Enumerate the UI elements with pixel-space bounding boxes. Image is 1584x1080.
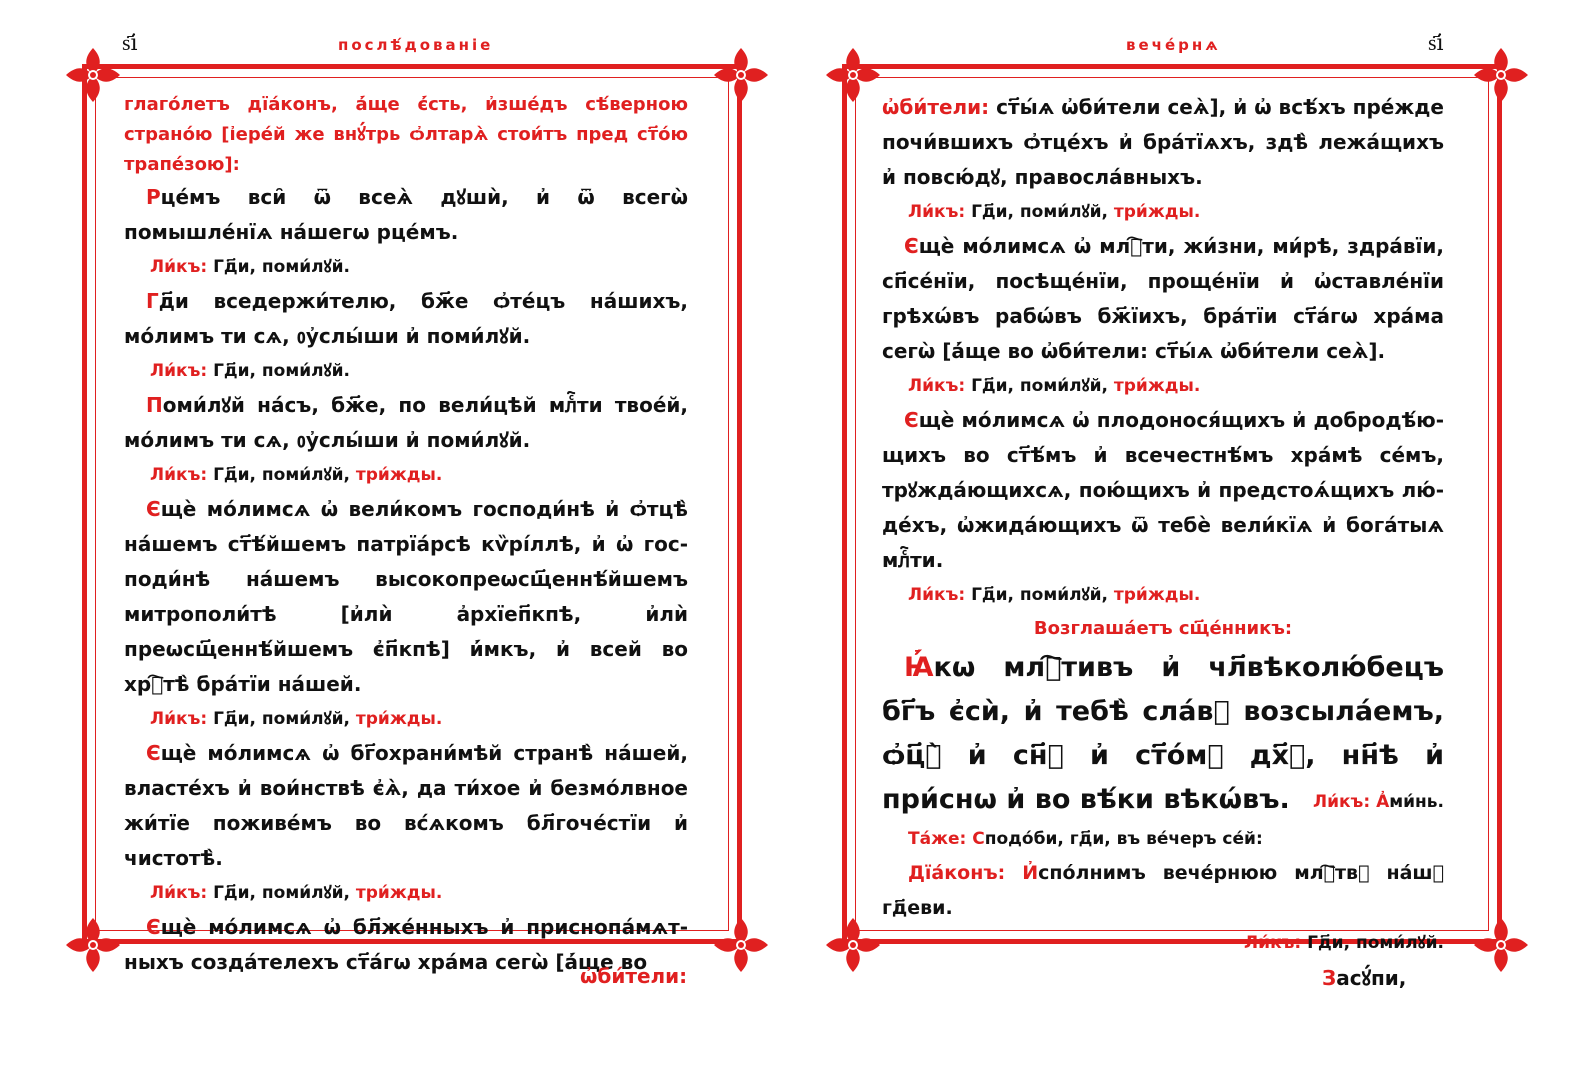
initial-letter: Є (904, 408, 919, 432)
choir-response (882, 195, 1444, 229)
deacon-initial: И҆ (1022, 862, 1039, 884)
rubric-text: Гд҃и, поми́лꙋй, (213, 465, 350, 485)
tazhe-text: подо́би, гд҃и, въ ве́черъ се́й: (984, 829, 1263, 849)
choir-response (882, 369, 1444, 403)
text-paragraph (124, 492, 688, 702)
rubric-role: Ли́къ: (150, 361, 208, 381)
paragraph-text: щѐ мо́лимсѧ ѡ҆ вели́комъ господи́нѣ и҆ ѻ҆тцѣ̀ на́шемъ ст҃ѣ́йшемъ патрїа́рсѣ кѷрі́ллѣ, и҆ ѡ҆ господи́нѣ на́шемъ высокопреѡсщ҃еннѣ́йшемъ митрополи́тѣ [и҆лѝ а҆рхїеп҃кпѣ, и҆лѝ преѡсщ҃еннѣ́йшемъ є҆п҃кпѣ] и҆́мкъ, и҆ всей во хрⷭ҇тѣ̀ бра́тїи на́шей. (124, 497, 688, 696)
paragraph-text: ст҃ы́ѧ ѡ҆би́тели сеѧ̀], и҆ ѡ҆ всѣ́хъ пре́жде почи́вшихъ ѻ҆тце́хъ и҆ бра́тїѧхъ, здѣ̀ лежа́щихъ и҆ повсю́дꙋ, правосла́вныхъ. (882, 95, 1444, 189)
paragraph-text: д҃и вседержи́телю, бж҃е ѻ҆те́цъ на́шихъ, мо́лимъ ти сѧ, ᲂу҆слы́ши и҆ поми́лꙋй. (124, 289, 688, 348)
tazhe-role: Та́же: (908, 829, 967, 849)
rubric-role: Ли́къ: (150, 257, 208, 277)
catchword (1322, 964, 1406, 991)
right-page (792, 0, 1584, 1080)
catchword: ѡ҆би́тели: (580, 964, 688, 988)
tazhe-line (882, 822, 1444, 856)
corner-ornament-icon (710, 44, 772, 106)
corner-ornament-icon (822, 44, 884, 106)
rubric-text: Гд҃и, поми́лꙋй, (213, 883, 350, 903)
initial-letter: Є (146, 915, 161, 939)
rubric-tail: три́жды. (1113, 585, 1201, 605)
initial-letter: П (146, 393, 163, 417)
rubric-lead: ѡ҆би́тели: (882, 95, 990, 119)
right-paragraphs (882, 90, 1444, 612)
right-body-text (882, 90, 1444, 960)
rubric-text: Гд҃и, поми́лꙋй. (213, 257, 350, 277)
rubric-tail: три́жды. (355, 465, 443, 485)
exclamation-paragraph (882, 646, 1444, 822)
initial-letter: Є (146, 497, 161, 521)
rubric-role: Ли́къ: (908, 202, 966, 222)
choir-response (124, 458, 688, 492)
text-paragraph (124, 284, 688, 354)
initial-letter: Р (146, 185, 161, 209)
rubric-text: Гд҃и, поми́лꙋй, (971, 202, 1108, 222)
rubric-tail: три́жды. (355, 709, 443, 729)
rubric-heading: Возглаша́етъ сщ҃е́нникъ: (1033, 618, 1293, 639)
running-header: послѣ́дованіе (338, 36, 494, 54)
corner-ornament-icon (62, 44, 124, 106)
rubric-text: Гд҃и, поми́лꙋй, (971, 585, 1108, 605)
corner-ornament-icon (710, 914, 772, 976)
initial-letter: Є (904, 234, 919, 258)
corner-ornament-icon (62, 914, 124, 976)
left-paragraphs (124, 180, 688, 980)
rubric-role: Ли́къ: (150, 709, 208, 729)
catchword-initial: З (1322, 966, 1337, 990)
deacon-line (882, 856, 1444, 926)
tazhe-initial: С (972, 829, 985, 849)
text-paragraph (882, 90, 1444, 195)
text-paragraph (124, 180, 688, 250)
text-paragraph (882, 229, 1444, 369)
choir-response (124, 702, 688, 736)
paragraph-text: щѐ мо́лимсѧ ѡ҆ плодонося́щихъ и҆ добродѣ́ющихъ во ст҃ѣ́мъ и҆ всечестнѣ́мъ хра́мѣ се́мъ, трꙋжда́ющихсѧ, пою́щихъ и҆ предстоѧ́щихъ лю́де́хъ, ѡ҆жида́ющихъ ѿ тебѐ вели́кїѧ и҆ бога́тыѧ млⷭ҇ти. (882, 408, 1444, 572)
left-body-text (124, 90, 688, 980)
corner-ornament-icon (1470, 44, 1532, 106)
catchword-text: асꙋ́пи, (1336, 966, 1407, 990)
rubric-text: Гд҃и, поми́лꙋй. (213, 361, 350, 381)
response-role: Ли́къ: (1312, 792, 1371, 812)
exclamation-text: ́кѡ млⷭ҇тивъ и҆ чл҃вѣколю́бецъ бг҃ъ є҆сѝ, и҆ тебѣ̀ сла́вꙋ возсыла́емъ, ѻ҆ц҃ꙋ̀ и҆ сн҃ꙋ и҆ ст҃о́мꙋ дх҃ꙋ, нн҃ѣ и҆ при́снѡ и҆ во вѣ́ки вѣкѡ́въ. (882, 652, 1444, 815)
initial-letter: Є (146, 741, 161, 765)
paragraph-text: щѐ мо́лимсѧ ѡ҆ бл҃же́нныхъ и҆ приснопа́мѧтныхъ созда́телехъ ст҃а́гѡ хра́ма сегѡ̀ [а҆́ще во (124, 915, 688, 974)
paragraph-text: щѐ мо́лимсѧ ѡ҆ бг҃охрани́мѣй странѣ̀ на́шей, власте́хъ и҆ вои́нствѣ є҆ѧ̀, да ти́хое и҆ безмо́лвное жи́тїе поживе́мъ во вс́ѧкомъ бл҃гоче́стїи и҆ чистотѣ̀. (124, 741, 688, 870)
page-number: ѕ҃і (1428, 31, 1444, 56)
response-text: ми́нь. (1389, 792, 1444, 812)
corner-ornament-icon (822, 914, 884, 976)
rubric-text: Гд҃и, поми́лꙋй, (971, 376, 1108, 396)
paragraph-text: це́мъ вси̑ ѿ всеѧ̀ дꙋшѝ, и҆ ѿ всегѡ̀ помышле́нїѧ на́шегѡ рце́мъ. (124, 185, 688, 244)
initial-letter: Г (146, 289, 159, 313)
rubric-role: Ли́къ: (908, 376, 966, 396)
rubric-text: Гд҃и, поми́лꙋй, (213, 709, 350, 729)
rubric-role: Ли́къ: (908, 585, 966, 605)
final-response (882, 926, 1444, 960)
rubric-role: Ли́къ: (150, 883, 208, 903)
page-number: ѕ҃і (122, 31, 138, 56)
choir-response (882, 578, 1444, 612)
final-response-text: Гд҃и, поми́лꙋй. (1307, 933, 1444, 953)
initial-letter: Ꙗ҆ (904, 652, 934, 683)
response (1291, 780, 1444, 824)
rubric-intro: глаго́летъ дїа́конъ, а҆́ще є҆́сть, и҆зше́дъ сѣ́верною страно́ю [і҆ере́й же внꙋ́трь ѻ҆лтарѧ̀ стои́тъ пред ст҃о́ю трапе́зою]: (124, 94, 688, 175)
text-paragraph (882, 403, 1444, 578)
running-header: вече́рнѧ (1126, 36, 1221, 54)
choir-response (124, 250, 688, 284)
corner-ornament-icon (1470, 914, 1532, 976)
text-paragraph (124, 736, 688, 876)
text-paragraph (124, 388, 688, 458)
choir-response (124, 354, 688, 388)
rubric-role: Ли́къ: (150, 465, 208, 485)
rubric-tail: три́жды. (355, 883, 443, 903)
rubric-tail: три́жды. (1113, 202, 1201, 222)
paragraph-text: щѐ мо́лимсѧ ѡ҆ млⷭ҇ти, жи́зни, ми́рѣ, здра́вїи, сп҃се́нїи, посѣще́нїи, проще́нїи и҆ ѡ҆ставле́нїи грѣхѡ́въ рабѡ́въ бж҃їихъ, бра́тїи ст҃а́гѡ хра́ма сегѡ̀ [а҆́ще во ѡ҆би́тели: ст҃ы́ѧ ѡ҆би́тели сеѧ̀]. (882, 234, 1444, 363)
paragraph-text: оми́лꙋй на́съ, бж҃е, по вели́цѣй млⷭ҇ти твое́й, мо́лимъ ти сѧ, ᲂу҆слы́ши и҆ поми́лꙋй. (124, 393, 688, 452)
deacon-role: Дїа́конъ: (908, 862, 1006, 884)
deacon-text: спо́лнимъ вече́рнюю млⷭ҇твꙋ на́шꙋ гд҃еви. (882, 862, 1444, 919)
response-initial: А҆ (1376, 792, 1390, 812)
final-response-role: Ли́къ: (1244, 933, 1302, 953)
choir-response (124, 876, 688, 910)
rubric-tail: три́жды. (1113, 376, 1201, 396)
